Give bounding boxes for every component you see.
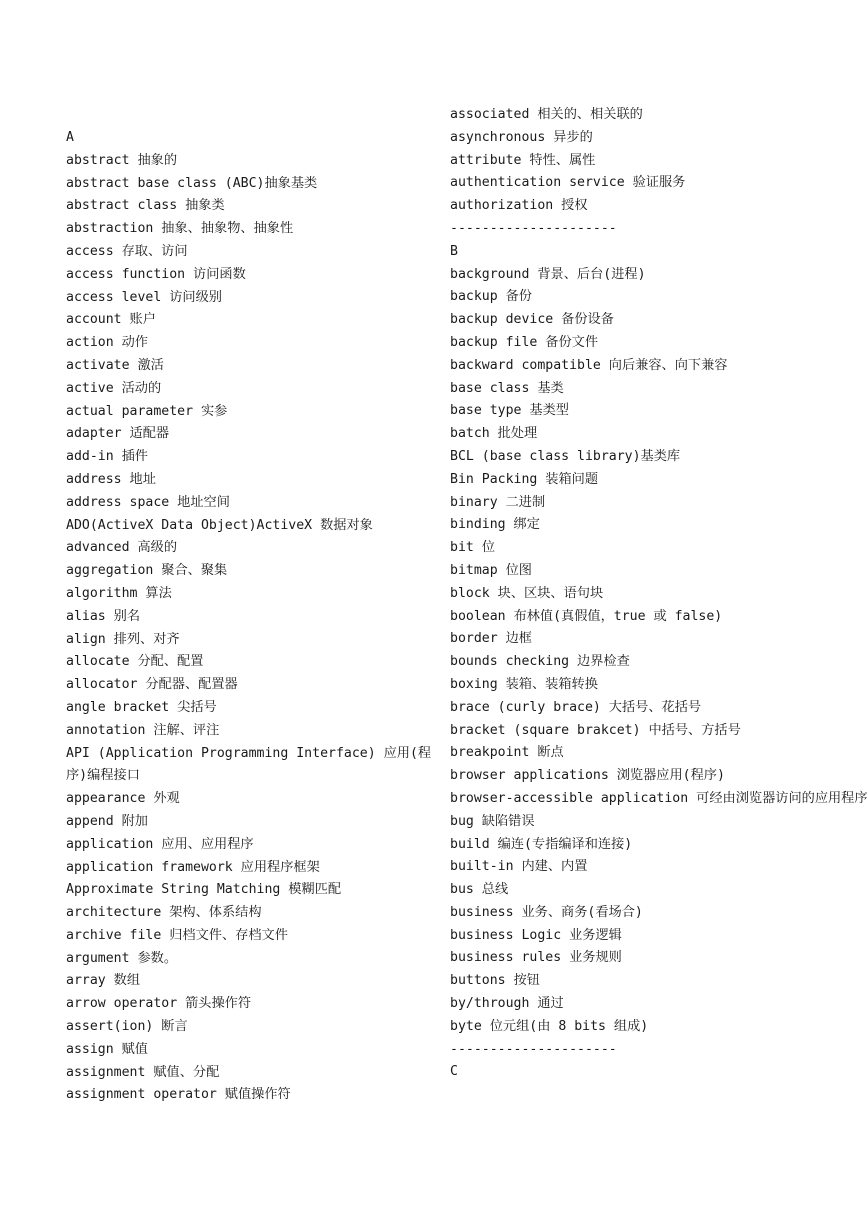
glossary-entry: background 背景、后台(进程) xyxy=(450,266,646,282)
glossary-entry: actual parameter 实参 xyxy=(66,403,228,419)
glossary-entry: address 地址 xyxy=(66,471,156,487)
glossary-entry: --------------------- xyxy=(450,220,617,236)
glossary-entry: A xyxy=(66,130,74,145)
glossary-entry: built-in 内建、内置 xyxy=(450,859,588,875)
glossary-entry: bitmap 位图 xyxy=(450,562,532,578)
glossary-entry: base class 基类 xyxy=(450,380,564,396)
glossary-entry: business 业务、商务(看场合) xyxy=(450,904,643,920)
glossary-entry: arrow operator 箭头操作符 xyxy=(66,996,252,1012)
glossary-entry: business Logic 业务逻辑 xyxy=(450,927,622,943)
glossary-entry: C xyxy=(450,1064,458,1080)
glossary-entry: algorithm 算法 xyxy=(66,585,172,601)
glossary-entry: backward compatible 向后兼容、向下兼容 xyxy=(450,357,728,373)
glossary-entry: binding 绑定 xyxy=(450,517,540,533)
glossary-entry: abstract 抽象的 xyxy=(66,152,178,168)
glossary-entry: angle bracket 尖括号 xyxy=(66,699,217,715)
glossary-entry: brace (curly brace) 大括号、花括号 xyxy=(450,699,702,715)
glossary-entry: abstract class 抽象类 xyxy=(66,198,225,214)
glossary-entry: address space 地址空间 xyxy=(66,494,230,510)
glossary-entry: application framework 应用程序框架 xyxy=(66,859,320,875)
glossary-entry: ADO(ActiveX Data Object)ActiveX 数据对象 xyxy=(66,517,373,533)
glossary-entry: associated 相关的、相关联的 xyxy=(450,107,643,122)
glossary-entry: --------------------- xyxy=(450,1041,617,1057)
glossary-entry: action 动作 xyxy=(66,335,148,351)
glossary-entry: aggregation 聚合、聚集 xyxy=(66,563,228,579)
glossary-entry: abstraction 抽象、抽象物、抽象性 xyxy=(66,221,294,237)
glossary-entry: B xyxy=(450,243,458,259)
glossary-entry: backup device 备份设备 xyxy=(450,312,614,328)
glossary-entry: browser applications 浏览器应用(程序) xyxy=(450,768,725,784)
glossary-entry: bit 位 xyxy=(450,540,495,556)
glossary-entry: activate 激活 xyxy=(66,357,164,373)
glossary-entry: API (Application Programming Interface) 应用(程序)编程接口 xyxy=(66,745,432,784)
glossary-entry: asynchronous 异步的 xyxy=(450,129,593,145)
glossary-entry: application 应用、应用程序 xyxy=(66,836,254,852)
glossary-entry: allocator 分配器、配置器 xyxy=(66,677,238,693)
glossary-entry: bus 总线 xyxy=(450,882,509,898)
glossary-entry: archive file 归档文件、存档文件 xyxy=(66,927,288,943)
glossary-column-right xyxy=(450,104,868,1084)
glossary-entry: appearance 外观 xyxy=(66,791,180,807)
glossary-entry: authentication service 验证服务 xyxy=(450,175,686,191)
glossary-entry: abstract base class (ABC)抽象基类 xyxy=(66,175,318,191)
glossary-entry: backup file 备份文件 xyxy=(450,334,599,350)
glossary-entry: append 附加 xyxy=(66,813,148,829)
glossary-entry: alias 别名 xyxy=(66,608,141,624)
glossary-entry: adapter 适配器 xyxy=(66,426,170,442)
glossary-entry: align 排列、对齐 xyxy=(66,631,180,647)
glossary-entry: batch 批处理 xyxy=(450,426,538,442)
glossary-entry: backup 备份 xyxy=(450,289,532,305)
glossary-entry: border 边框 xyxy=(450,631,532,647)
glossary-entry: access level 访问级别 xyxy=(66,289,222,305)
glossary-entry: boolean 布林值(真假值，true 或 false) xyxy=(450,608,723,624)
glossary-entry: add-in 插件 xyxy=(66,449,148,465)
glossary-entry: annotation 注解、评注 xyxy=(66,722,220,738)
glossary-entry: buttons 按钮 xyxy=(450,973,540,989)
glossary-entry: boxing 装箱、装箱转换 xyxy=(450,676,598,692)
glossary-entry: assert(ion) 断言 xyxy=(66,1019,188,1035)
glossary-entry: byte 位元组(由 8 bits 组成) xyxy=(450,1018,649,1034)
glossary-entry: bounds checking 边界检查 xyxy=(450,654,630,670)
glossary-entry: assignment operator 赋值操作符 xyxy=(66,1087,291,1103)
glossary-entry: attribute 特性、属性 xyxy=(450,152,596,168)
glossary-entry: business rules 业务规则 xyxy=(450,950,622,966)
glossary-entry: access function 访问函数 xyxy=(66,266,246,282)
glossary-entry: Bin Packing 装箱问题 xyxy=(450,471,599,487)
glossary-entry: assign 赋值 xyxy=(66,1041,148,1057)
glossary-column-left xyxy=(66,127,436,1107)
glossary-entry: BCL (base class library)基类库 xyxy=(450,448,681,464)
glossary-entry: array 数组 xyxy=(66,973,141,989)
glossary-entry: active 活动的 xyxy=(66,380,162,396)
glossary-entry: account 账户 xyxy=(66,312,156,328)
glossary-entry: allocate 分配、配置 xyxy=(66,654,204,670)
glossary-entry: browser-accessible application 可经由浏览器访问的应用程序 xyxy=(450,790,868,806)
glossary-entry: authorization 授权 xyxy=(450,198,588,214)
glossary-entry: base type 基类型 xyxy=(450,403,569,419)
glossary-entry: breakpoint 断点 xyxy=(450,745,564,761)
glossary-entry: Approximate String Matching 模糊匹配 xyxy=(66,882,342,898)
glossary-entry: argument 参数。 xyxy=(66,950,178,966)
glossary-entry: architecture 架构、体系结构 xyxy=(66,905,262,921)
glossary-entry: advanced 高级的 xyxy=(66,540,178,556)
glossary-entry: by/through 通过 xyxy=(450,996,564,1012)
glossary-entry: access 存取、访问 xyxy=(66,243,188,259)
glossary-entry: build 编连(专指编译和连接) xyxy=(450,836,633,852)
glossary-entry: assignment 赋值、分配 xyxy=(66,1064,220,1080)
glossary-entry: binary 二进制 xyxy=(450,494,546,510)
glossary-entry: bracket (square brakcet) 中括号、方括号 xyxy=(450,722,741,738)
glossary-entry: bug 缺陷错误 xyxy=(450,813,535,829)
glossary-entry: block 块、区块、语句块 xyxy=(450,585,604,601)
